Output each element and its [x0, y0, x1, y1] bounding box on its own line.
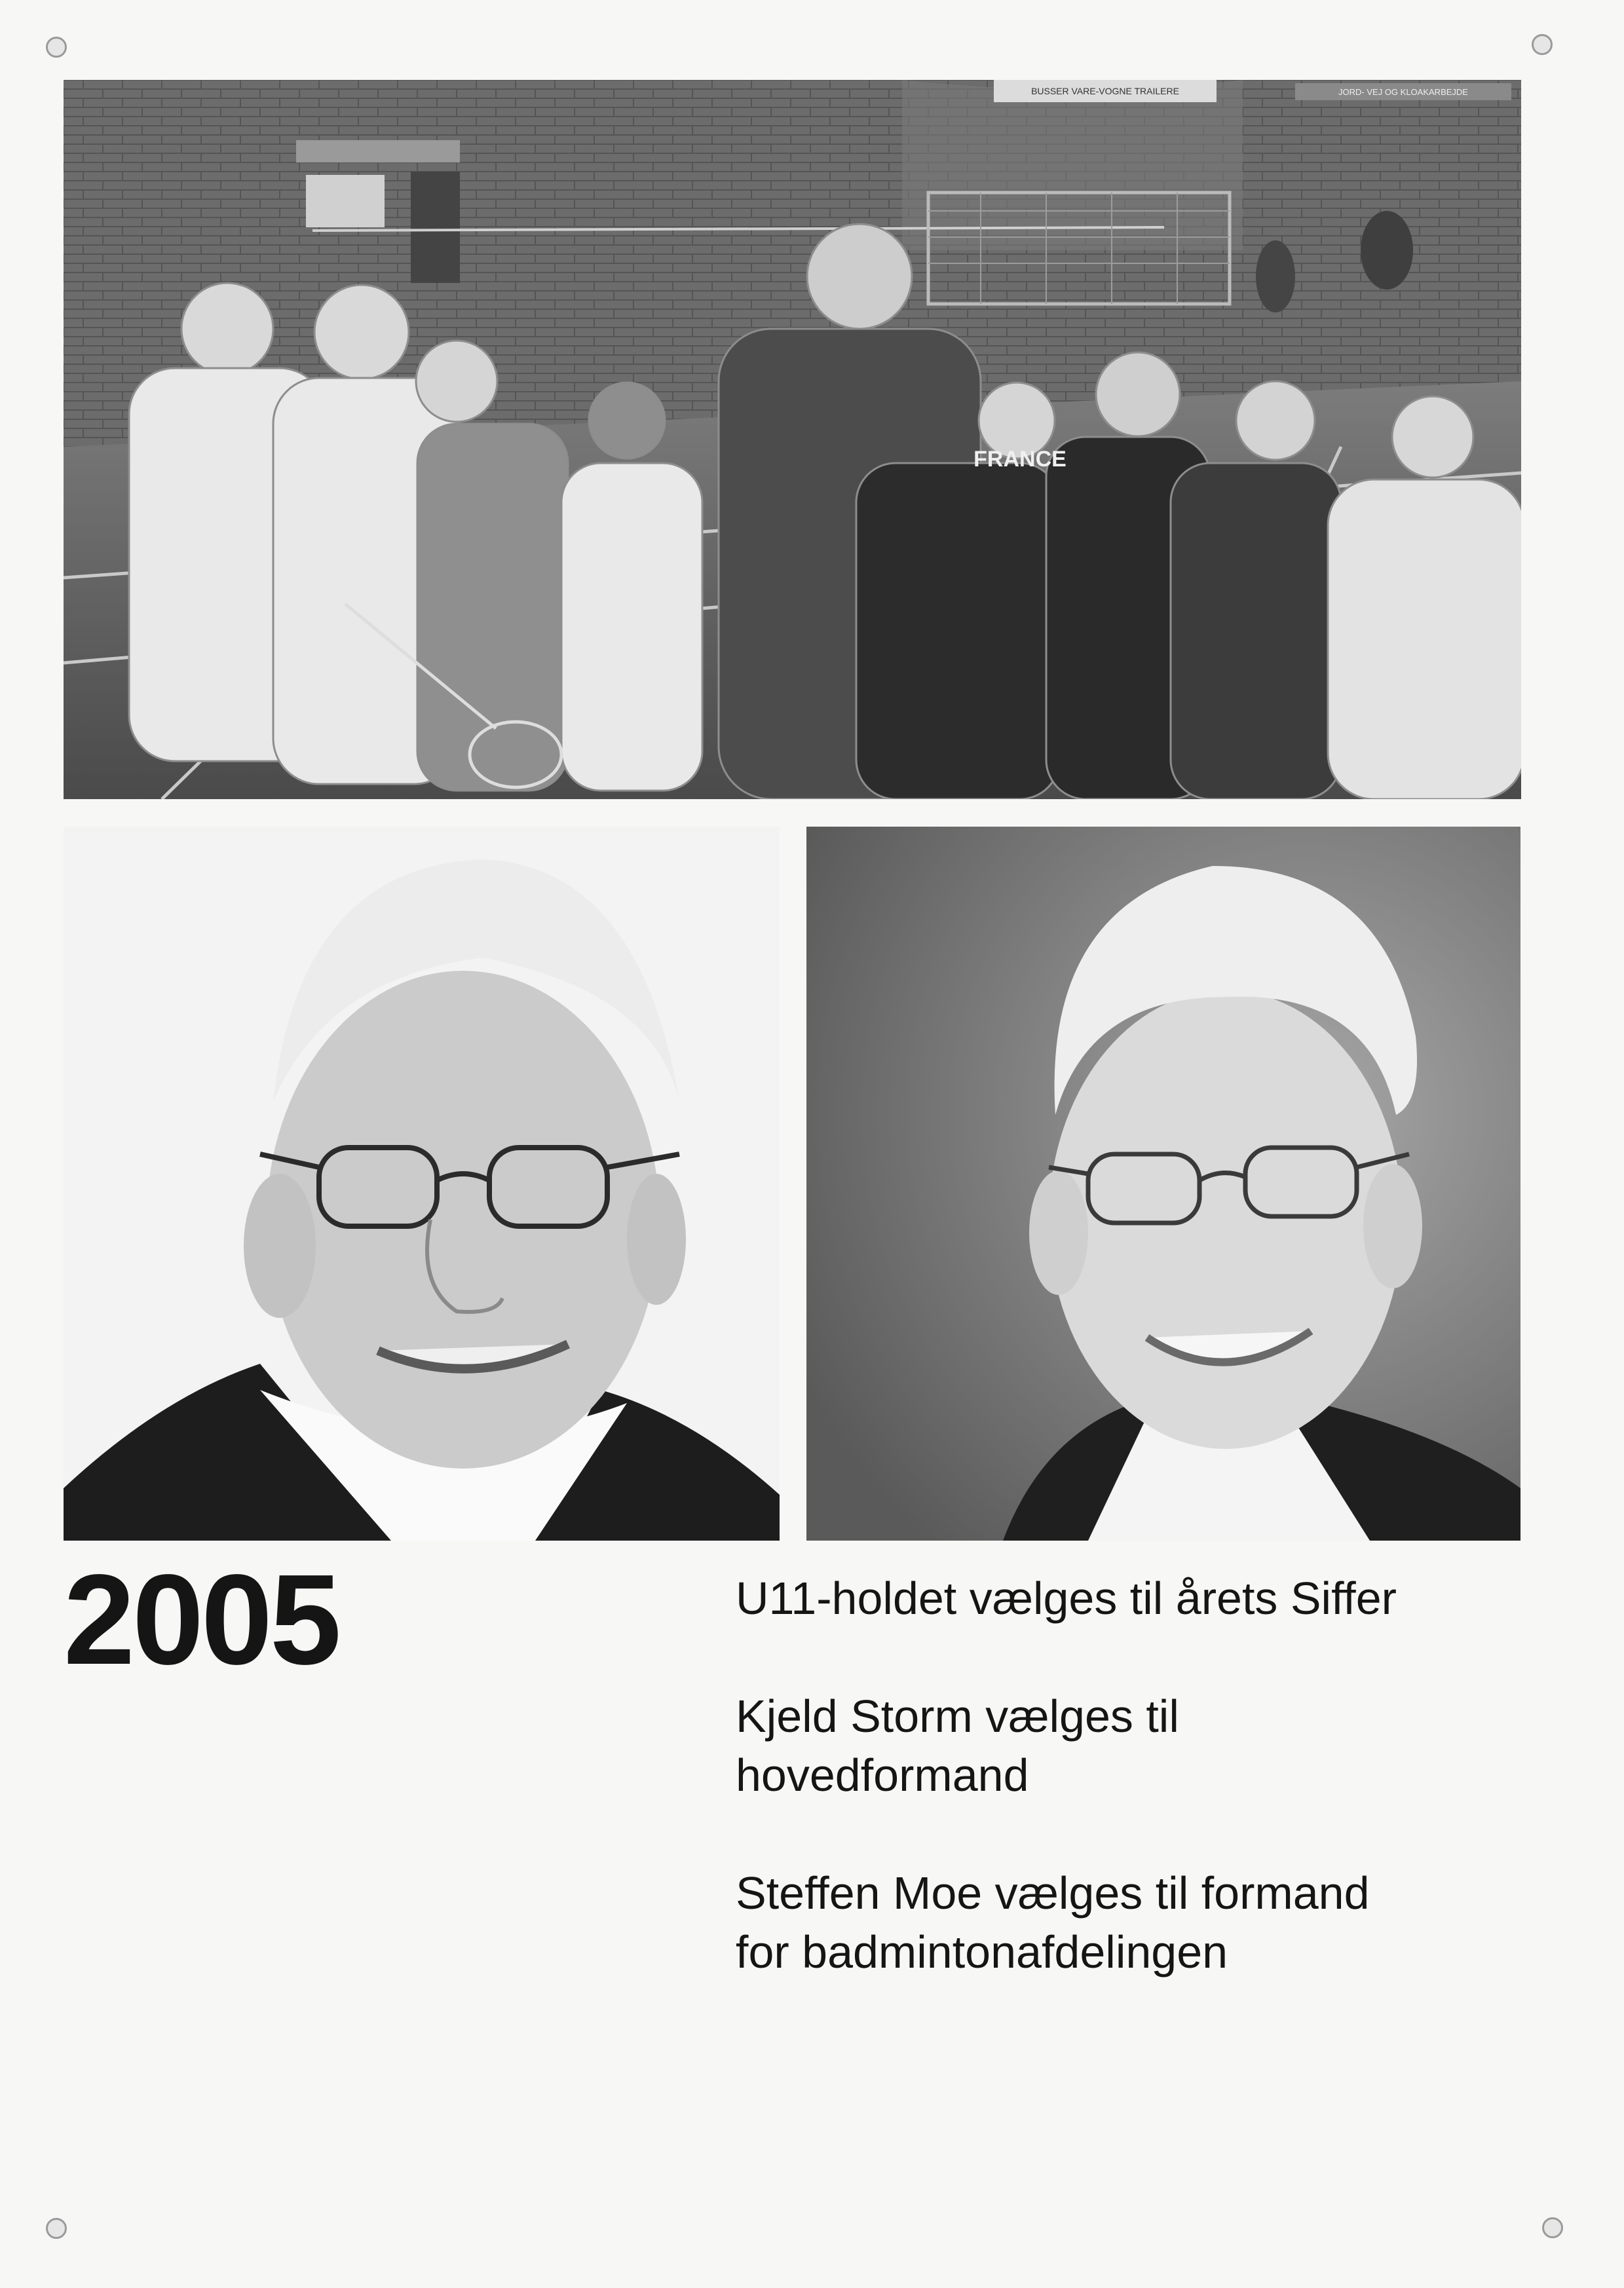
punch-hole-top-right: [1532, 34, 1553, 55]
punch-hole-bottom-right: [1542, 2217, 1563, 2238]
jacket-text: FRANCE: [973, 447, 1067, 472]
sign-right: JORD- VEJ OG KLOAKARBEJDE: [1338, 87, 1468, 97]
punch-hole-bottom-left: [46, 2218, 67, 2239]
caption-steffen-moe: [736, 1864, 1370, 1981]
year-heading: 2005: [64, 1548, 339, 1691]
caption-line: hovedformand: [736, 1750, 1029, 1801]
caption-kjeld-storm: [736, 1687, 1179, 1805]
team-photo: [64, 80, 1521, 799]
caption-line: U11-holdet vælges til årets Siffer: [736, 1573, 1397, 1624]
caption-line: Steffen Moe vælges til formand: [736, 1867, 1370, 1919]
caption-line: for badmintonafdelingen: [736, 1926, 1228, 1978]
portrait-left: [64, 827, 780, 1541]
sign-left: BUSSER VARE-VOGNE TRAILERE: [1031, 86, 1179, 96]
portrait-right: [806, 827, 1520, 1541]
punch-hole-top-left: [46, 37, 67, 58]
caption-line: Kjeld Storm vælges til: [736, 1691, 1179, 1742]
caption-u11: [736, 1569, 1397, 1628]
